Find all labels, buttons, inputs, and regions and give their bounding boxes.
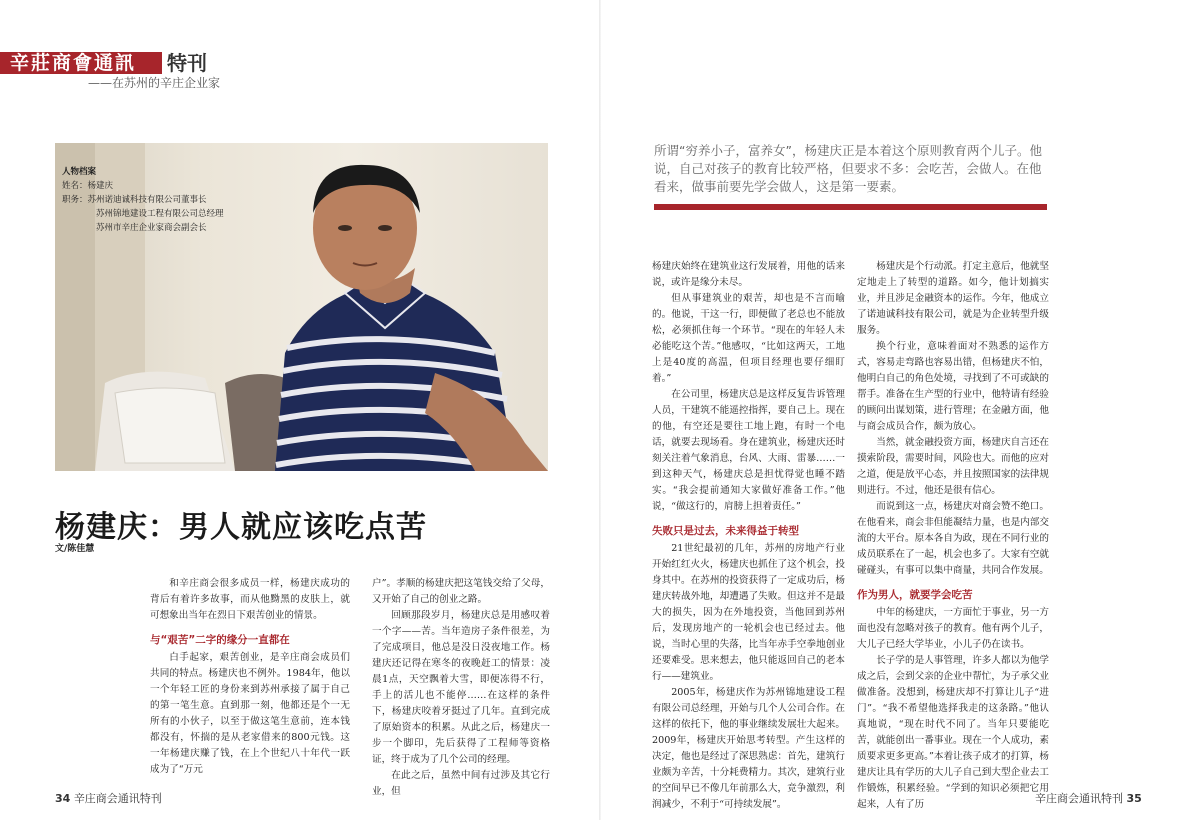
masthead-special: 特刊 — [167, 51, 207, 75]
paragraph: 回顾那段岁月，杨建庆总是用感叹着一个字——苦。当年造房子条件很差，为了完成项目，他总是没日没夜地工作。杨建庆还记得在寒冬的夜晚赶工的情景：凌晨1点，天空飘着大雪，即便冻得不行，手上的活儿也不能停……在这样的条件下，杨建庆咬着牙挺过了几年。直到完成了原始资本的积累。从此之后，杨建庆一步一个脚印，先后获得了工程师等资格证，终于成为了几个公司的经理。 — [372, 610, 550, 765]
paragraph: 21世纪最初的几年，苏州的房地产行业开始红红火火，杨建庆也抓住了这个机会，投身其中。在苏州的投资获得了一定成功后，杨建庆转战外地，却遭遇了失败。但这并不是最大的损失，因为在外地投资，当他回到苏州后，发现房地产的一轮机会也已经过去。他说，当时心里的失落，比当年赤手空拳地创业还要难受。思来想去，他只能返回自己的老本行——建筑业。 — [652, 543, 845, 682]
page-number-right: 35 — [1126, 792, 1142, 805]
paragraph: 而说到这一点，杨建庆对商会赞不绝口。在他看来，商会非但能凝结力量，也是内部交流的大平台。原本各自为政，现在不同行业的成员联系在了一起，机会也多了。大家有空就碰碰头，有事可以集中商量，共同合作发展。 — [857, 501, 1049, 576]
page-fold — [599, 0, 601, 820]
article-headline: 杨建庆：男人就应该吃点苦 — [55, 510, 427, 545]
paragraph: 户”。孝顺的杨建庆把这笔钱交给了父母，又开始了自己的创业之路。 — [372, 578, 550, 605]
profile-role-1: 职务：苏州诺迪诚科技有限公司董事长 — [62, 195, 207, 205]
profile-name: 姓名：杨建庆 — [62, 181, 114, 191]
paragraph: 2005年，杨建庆作为苏州锦地建设工程有限公司总经理，开始与几个人公司合作。在这样的依托下，他的事业继续发展壮大起来。2009年，杨建庆开始思考转型。产生这样的决定，他也是经过了深思熟虑：首先，建筑行业颇为辛苦，十分耗费精力。其次，建筑行业的空间早已不像几年前那么大，竞争激烈，利润减少，不利于“可持续发展”。 — [652, 687, 845, 810]
paragraph: 长子学的是人事管理，许多人都以为他学成之后，会到父亲的企业中帮忙，为子承父业做准备。没想到，杨建庆却不打算让儿子“进门”。“我不希望他选择我走的这条路。”他认真地说，“现在时代不同了。当年只要能吃苦，就能创出一番事业。现在一个人成功，素质要求更多更高。”本着让孩子成才的打算，杨建庆让具有学历的大儿子自己到大型企业去工作锻炼，积累经验。“学到的知识必须把它用起来，人有了历 — [857, 655, 1049, 810]
article-byline: 文/陈佳慧 — [55, 544, 95, 554]
profile-heading: 人物档案 — [62, 167, 97, 177]
profile-box — [62, 165, 224, 235]
footer-left — [55, 790, 162, 806]
masthead-title: 辛莊商會通訊 — [10, 52, 137, 74]
section-heading: 与“艰苦”二字的缘分一直都在 — [150, 634, 290, 646]
right-column-1 — [652, 259, 845, 813]
profile-role-2: 苏州锦地建设工程有限公司总经理 — [96, 209, 224, 219]
profile-role-3: 苏州市辛庄企业家商会副会长 — [96, 223, 207, 233]
section-heading: 作为男人，就要学会吃苦 — [857, 589, 973, 601]
paragraph: 杨建庆始终在建筑业这行发展着，用他的话来说，或许是缘分未尽。 — [652, 261, 845, 288]
right-column-2 — [857, 259, 1049, 813]
pull-quote: 所谓“穷养小子，富养女”，杨建庆正是本着这个原则教育两个儿子。他说，自己对孩子的教育比较严格，但要求不多：会吃苦，会做人。在他看来，做事前要先学会做人，这是第一要素。 — [654, 143, 1042, 194]
footer-left-text: 辛庄商会通讯特刊 — [73, 792, 162, 805]
left-column-2 — [372, 576, 550, 800]
masthead-subtitle: ——在苏州的辛庄企业家 — [88, 76, 221, 90]
paragraph: 但从事建筑业的艰苦，却也是不言而喻的。他说，干这一行，即便做了老总也不能放松，必须抓住每一个环节。“现在的年轻人未必能吃这个苦。”他感叹，“比如这两天，工地上是40度的高温，但项目经理也要仔细盯着。” — [652, 293, 845, 384]
paragraph: 杨建庆是个行动派。打定主意后，他就坚定地走上了转型的道路。如今，他计划搞实业，并且涉足金融资本的运作。今年，他成立了诺迪诚科技有限公司，就是为企业转型升级服务。 — [857, 261, 1049, 336]
page-number-left: 34 — [55, 792, 71, 805]
footer-right — [1035, 790, 1142, 806]
left-column-1 — [150, 576, 350, 778]
paragraph: 白手起家，艰苦创业，是辛庄商会成员们共同的特点。杨建庆也不例外。1984年，他以一个年轻工匠的身份来到苏州承接了属于自己的第一笔生意。直到那一刻，他都还是个一无所有的小伙子，以至于做这笔生意前，连本钱都没有，怀揣的是从老家借来的800元钱。这一年杨建庆赚了钱，在上个世纪八十年代一跃成为了“万元 — [150, 652, 350, 775]
quote-rule — [654, 204, 1047, 210]
paragraph: 换个行业，意味着面对不熟悉的运作方式，容易走弯路也容易出错，但杨建庆不怕，他明白自己的角色处境，寻找到了不可或缺的帮手。准备在生产型的行业中，他特请有经验的顾问出谋划策，进行管理；在金融方面，他与商会成员合作，颇为放心。 — [857, 341, 1049, 432]
paragraph: 和辛庄商会很多成员一样，杨建庆成功的背后有着许多故事，而从他黝黑的皮肤上，就可想象出当年在烈日下艰苦创业的情景。 — [150, 578, 350, 621]
paragraph: 在公司里，杨建庆总是这样反复告诉管理人员，干建筑不能遥控指挥，要自己上。现在的他，有空还是要往工地上跑，有时一个电话，就要去现场看。身在建筑业，杨建庆还时刻关注着气象消息，台风、大雨、雷暴……一到这种天气，杨建庆总是担忧得觉也睡不踏实。“我会提前通知大家做好准备工作。”他说，“做这行的，肩膀上担着责任。” — [652, 389, 845, 512]
footer-right-text: 辛庄商会通讯特刊 — [1035, 792, 1123, 805]
paragraph: 在此之后，虽然中间有过涉及其它行业，但 — [372, 770, 550, 797]
section-heading: 失败只是过去，未来得益于转型 — [652, 525, 799, 537]
paragraph: 当然，就金融投资方面，杨建庆自言还在摸索阶段，需要时间，风险也大。而他的应对之道，便是放平心态，并且按照国家的法律规则进行。不过，他还是很有信心。 — [857, 437, 1049, 496]
paragraph: 中年的杨建庆，一方面忙于事业，另一方面也没有忽略对孩子的教育。他有两个儿子，大儿子已经大学毕业，小儿子仍在读书。 — [857, 607, 1049, 650]
